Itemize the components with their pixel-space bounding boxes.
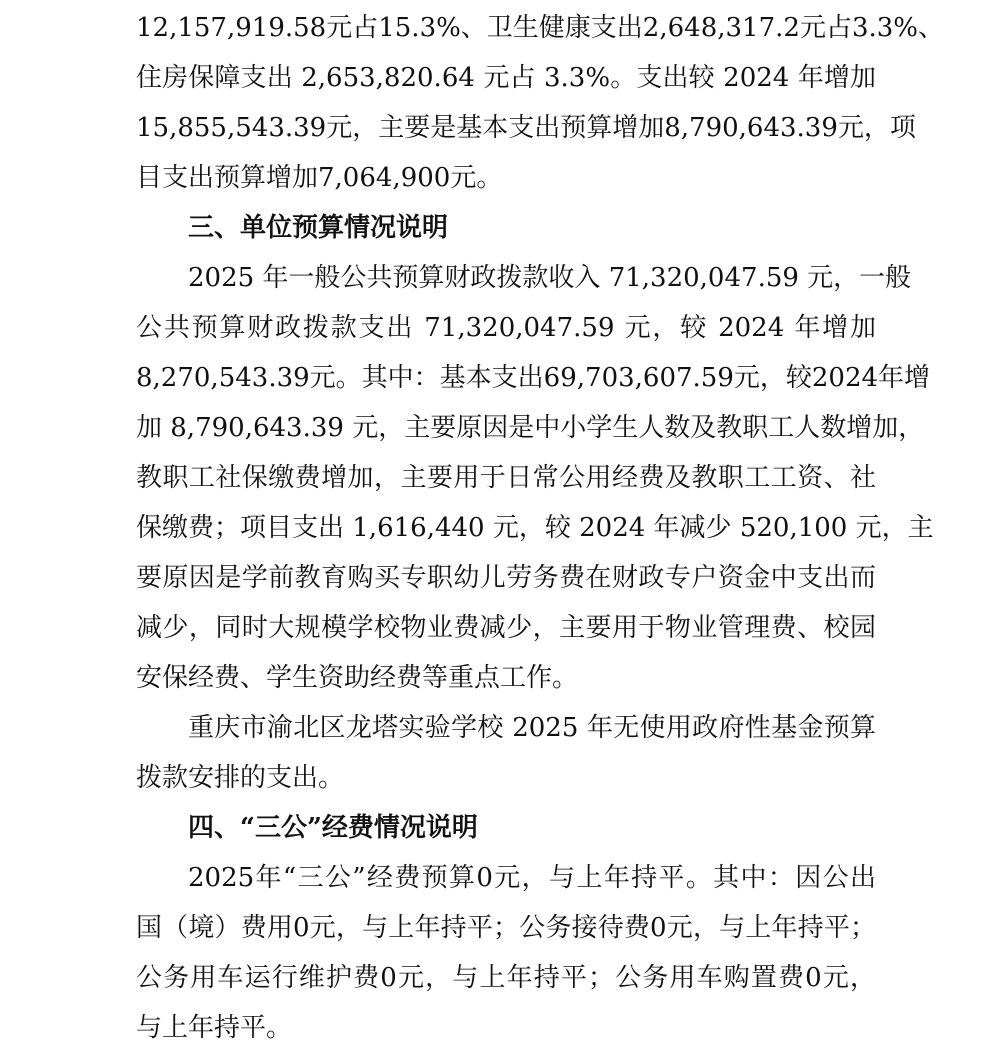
section-heading-unit-budget: 三、单位预算情况说明	[188, 213, 449, 243]
body-text-line: 拨款安排的支出。	[136, 763, 345, 793]
body-text-line: 2025 年一般公共预算财政拨款收入 71,320,047.59 元，一般	[188, 263, 912, 293]
body-text-line: 公务用车运行维护费0元，与上年持平；公务用车购置费0元，	[136, 963, 876, 993]
body-text-line: 国（境）费用0元，与上年持平；公务接待费0元，与上年持平；	[136, 913, 876, 943]
body-text-line: 目支出预算增加7,064,900元。	[136, 163, 503, 193]
body-text-line: 公共预算财政拨款支出 71,320,047.59 元，较 2024 年增加	[136, 313, 876, 343]
body-text-line: 保缴费；项目支出 1,616,440 元，较 2024 年减少 520,100 元，主	[136, 513, 934, 543]
body-text-line: 2025年“三公”经费预算0元，与上年持平。其中：因公出	[188, 863, 876, 893]
body-text-line: 要原因是学前教育购买专职幼儿劳务费在财政专户资金中支出而	[136, 563, 876, 593]
body-text-line: 12,157,919.58元占15.3%、卫生健康支出2,648,317.2元占3.3%、	[136, 13, 944, 43]
body-text-line: 重庆市渝北区龙塔实验学校 2025 年无使用政府性基金预算	[188, 713, 876, 743]
body-text-line: 与上年持平。	[136, 1013, 293, 1043]
section-heading-three-public-expenses: 四、“三公”经费情况说明	[188, 813, 478, 843]
body-text-line: 教职工社保缴费增加，主要用于日常公用经费及教职工工资、社	[136, 463, 876, 493]
body-text-line: 安保经费、学生资助经费等重点工作。	[136, 663, 579, 693]
body-text-line: 加 8,790,643.39 元，主要原因是中小学生人数及教职工人数增加，	[136, 413, 925, 443]
body-text-line: 15,855,543.39元，主要是基本支出预算增加8,790,643.39元，项	[136, 113, 916, 143]
body-text-line: 住房保障支出 2,653,820.64 元占 3.3%。支出较 2024 年增加	[136, 63, 876, 93]
body-text-line: 8,270,543.39元。其中：基本支出69,703,607.59元，较2024年增	[136, 363, 931, 393]
body-text-line: 减少，同时大规模学校物业费减少，主要用于物业管理费、校园	[136, 613, 876, 643]
